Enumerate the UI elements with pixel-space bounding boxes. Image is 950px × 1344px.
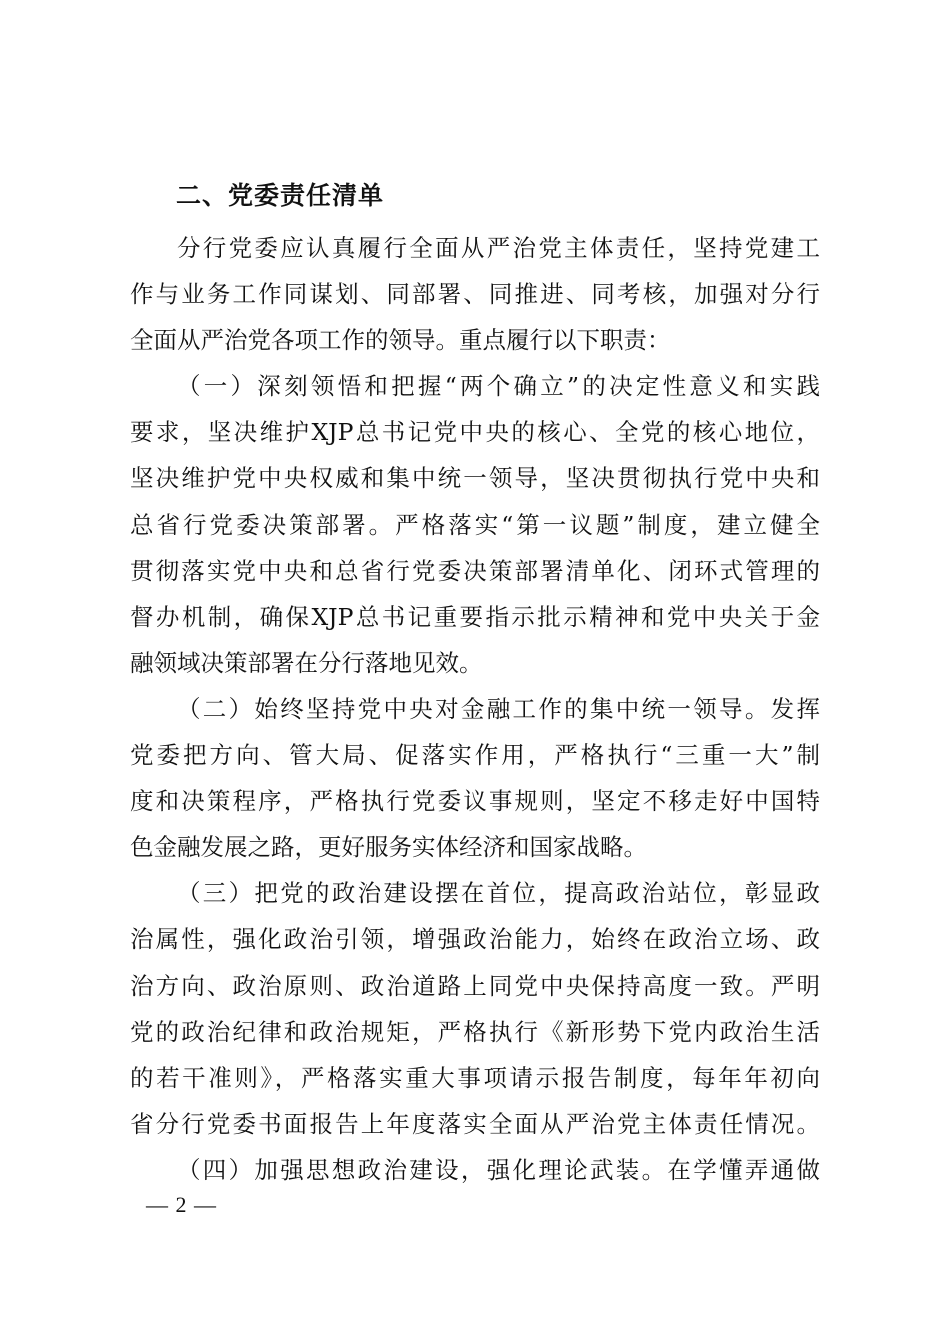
body-text	[130, 225, 820, 1193]
paragraph-item-1	[130, 363, 820, 686]
paragraph-item-4	[130, 1147, 820, 1193]
page-number: — 2 —	[146, 1192, 217, 1217]
text-line: 党的政治纪律和政治规矩，严格执行《新形势下党内政治生活	[130, 1017, 820, 1046]
text-line: （四）加强思想政治建设，强化理论武装。在学懂弄通做	[177, 1155, 820, 1184]
text-line: 色金融发展之路，更好服务实体经济和国家战略。	[130, 833, 647, 862]
text-line: 融领域决策部署在分行落地见效。	[130, 648, 483, 677]
text-line: 督办机制，确保XJP总书记重要指示批示精神和党中央关于金	[130, 602, 820, 631]
text-line: 的若干准则》，严格落实重大事项请示报告制度，每年年初向	[130, 1063, 820, 1092]
text-line: 治属性，强化政治引领，增强政治能力，始终在政治立场、政	[130, 925, 820, 954]
text-line: （三）把党的政治建设摆在首位，提高政治站位，彰显政	[177, 879, 820, 908]
text-line: （一）深刻领悟和把握“两个确立”的决定性意义和实践	[177, 372, 820, 401]
text-line: 分行党委应认真履行全面从严治党主体责任，坚持党建工	[177, 234, 820, 262]
text-line: （二）始终坚持党中央对金融工作的集中统一领导。发挥	[177, 694, 820, 723]
text-line: 治方向、政治原则、政治道路上同党中央保持高度一致。严明	[130, 971, 820, 1000]
paragraph-item-2	[130, 686, 820, 870]
text-line: 省分行党委书面报告上年度落实全面从严治党主体责任情况。	[130, 1109, 820, 1138]
text-line: 总省行党委决策部署。严格落实“第一议题”制度，建立健全	[130, 510, 820, 539]
text-line: 度和决策程序，严格执行党委议事规则，坚定不移走好中国特	[130, 787, 820, 816]
text-line: 贯彻落实党中央和总省行党委决策部署清单化、闭环式管理的	[130, 556, 820, 585]
text-line: 坚决维护党中央权威和集中统一领导，坚决贯彻执行党中央和	[130, 464, 820, 493]
text-line: 要求，坚决维护XJP总书记党中央的核心、全党的核心地位，	[130, 418, 820, 447]
text-line: 党委把方向、管大局、促落实作用，严格执行“三重一大”制	[130, 741, 820, 770]
paragraph-item-3	[130, 870, 820, 1147]
paragraph-intro	[130, 225, 820, 363]
section-heading: 二、党委责任清单	[176, 181, 385, 210]
text-line: 作与业务工作同谋划、同部署、同推进、同考核，加强对分行	[130, 280, 820, 309]
text-line: 全面从严治党各项工作的领导。重点履行以下职责：	[130, 326, 671, 355]
